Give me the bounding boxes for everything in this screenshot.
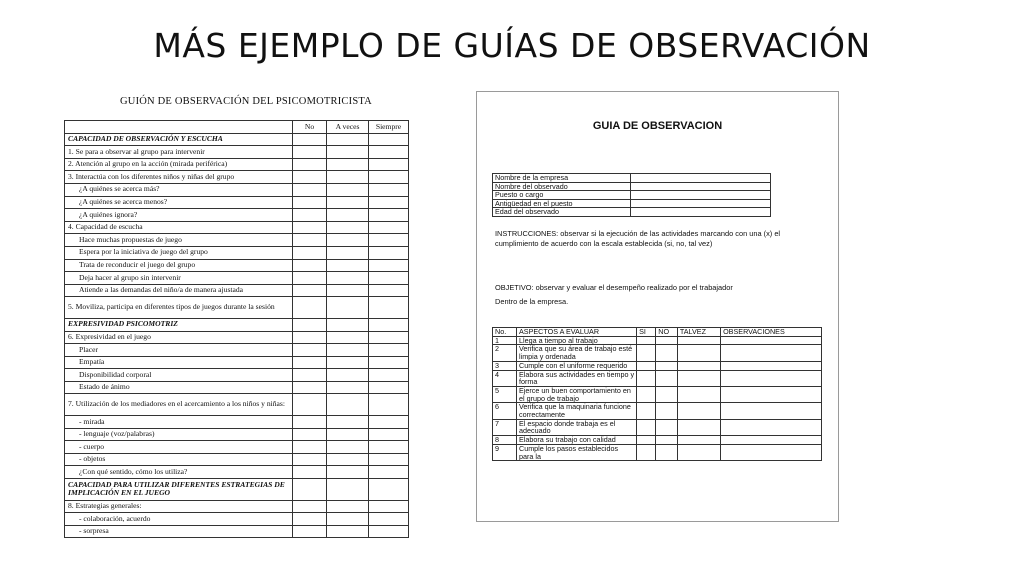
left-doc-title: GUIÓN DE OBSERVACIÓN DEL PSICOMOTRICISTA — [120, 96, 372, 107]
check-cell — [721, 370, 822, 386]
check-cell — [369, 146, 409, 159]
check-cell — [327, 221, 369, 234]
check-cell — [369, 171, 409, 184]
table-row — [65, 171, 409, 184]
sub-item-label: - colaboración, acuerdo — [65, 513, 293, 526]
info-value-cell — [631, 182, 771, 191]
table-row — [65, 441, 409, 454]
check-cell — [369, 297, 409, 319]
check-cell — [677, 345, 720, 361]
check-cell — [369, 133, 409, 146]
aspect-label: Verifica que su área de trabajo esté limpia y ordenada — [517, 345, 637, 361]
check-cell — [327, 479, 369, 501]
check-cell — [327, 466, 369, 479]
check-cell — [656, 403, 678, 419]
aspect-label: Llega a tiempo al trabajo — [517, 336, 637, 345]
check-cell — [656, 444, 678, 460]
table-row — [65, 416, 409, 429]
table-row — [65, 234, 409, 247]
check-cell — [369, 369, 409, 382]
check-cell — [293, 133, 327, 146]
check-cell — [293, 318, 327, 331]
section-heading: CAPACIDAD PARA UTILIZAR DIFERENTES ESTRATEGIAS DE IMPLICACIÓN EN EL JUEGO — [65, 479, 293, 501]
sub-item-label: Estado de ánimo — [65, 381, 293, 394]
item-label: 4. Capacidad de escucha — [65, 221, 293, 234]
check-cell — [677, 361, 720, 370]
check-cell — [293, 525, 327, 538]
sub-item-label: Placer — [65, 344, 293, 357]
check-cell — [677, 444, 720, 460]
check-cell — [369, 259, 409, 272]
check-cell — [656, 370, 678, 386]
check-cell — [293, 416, 327, 429]
table-row — [493, 361, 822, 370]
info-table — [492, 173, 771, 217]
table-row — [493, 444, 822, 460]
check-cell — [369, 272, 409, 285]
sub-item-label: Empatía — [65, 356, 293, 369]
column-header: Siempre — [369, 121, 409, 134]
check-cell — [327, 318, 369, 331]
check-cell — [293, 196, 327, 209]
check-cell — [327, 525, 369, 538]
check-cell — [369, 500, 409, 513]
table-row — [65, 356, 409, 369]
check-cell — [293, 441, 327, 454]
table-row — [65, 246, 409, 259]
check-cell — [369, 221, 409, 234]
check-cell — [293, 479, 327, 501]
check-cell — [637, 361, 656, 370]
check-cell — [293, 356, 327, 369]
table-row — [65, 158, 409, 171]
check-cell — [637, 444, 656, 460]
aspect-label: Ejerce un buen comportamiento en el grupo de trabajo — [517, 386, 637, 402]
check-cell — [293, 369, 327, 382]
table-row — [493, 403, 822, 419]
check-cell — [721, 386, 822, 402]
sub-item-label: Deja hacer al grupo sin intervenir — [65, 272, 293, 285]
check-cell — [293, 466, 327, 479]
sub-item-label: Disponibilidad corporal — [65, 369, 293, 382]
column-header: ASPECTOS A EVALUAR — [517, 328, 637, 337]
check-cell — [293, 221, 327, 234]
row-number: 1 — [493, 336, 517, 345]
check-cell — [369, 416, 409, 429]
objective-text: OBJETIVO: observar y evaluar el desempeño realizado por el trabajador — [495, 283, 733, 292]
table-row — [493, 419, 822, 435]
check-cell — [369, 196, 409, 209]
table-row — [65, 479, 409, 501]
check-cell — [327, 133, 369, 146]
column-header: SI — [637, 328, 656, 337]
row-number: 6 — [493, 403, 517, 419]
check-cell — [369, 356, 409, 369]
check-cell — [369, 331, 409, 344]
check-cell — [369, 318, 409, 331]
check-cell — [677, 370, 720, 386]
table-row — [65, 453, 409, 466]
check-cell — [327, 369, 369, 382]
check-cell — [293, 344, 327, 357]
left-table-header-row — [65, 121, 409, 134]
evaluation-header-row — [493, 328, 822, 337]
table-row — [65, 331, 409, 344]
check-cell — [656, 361, 678, 370]
check-cell — [369, 344, 409, 357]
check-cell — [293, 331, 327, 344]
item-label: 1. Se para a observar al grupo para intervenir — [65, 146, 293, 159]
check-cell — [293, 428, 327, 441]
check-cell — [369, 284, 409, 297]
check-cell — [721, 419, 822, 435]
check-cell — [721, 436, 822, 445]
check-cell — [327, 297, 369, 319]
check-cell — [327, 158, 369, 171]
check-cell — [677, 336, 720, 345]
section-heading: EXPRESIVIDAD PSICOMOTRIZ — [65, 318, 293, 331]
table-row — [65, 394, 409, 416]
check-cell — [327, 381, 369, 394]
table-row — [65, 428, 409, 441]
check-cell — [369, 479, 409, 501]
info-value-cell — [631, 208, 771, 217]
aspect-label: El espacio donde trabaja es el adecuado — [517, 419, 637, 435]
info-row — [493, 191, 771, 200]
check-cell — [369, 428, 409, 441]
inside-company-text: Dentro de la empresa. — [495, 297, 569, 306]
sub-item-label: ¿A quiénes se acerca menos? — [65, 196, 293, 209]
info-value-cell — [631, 174, 771, 183]
check-cell — [721, 403, 822, 419]
info-label: Edad del observado — [493, 208, 631, 217]
row-number: 7 — [493, 419, 517, 435]
item-label: 2. Atención al grupo en la acción (mirada periférica) — [65, 158, 293, 171]
aspect-label: Elabora sus actividades en tiempo y forma — [517, 370, 637, 386]
aspect-label: Verifica que la maquinaria funcione correctamente — [517, 403, 637, 419]
check-cell — [327, 146, 369, 159]
info-row — [493, 199, 771, 208]
item-label: 6. Expresividad en el juego — [65, 331, 293, 344]
row-number: 3 — [493, 361, 517, 370]
check-cell — [369, 466, 409, 479]
column-header: NO — [656, 328, 678, 337]
check-cell — [293, 158, 327, 171]
check-cell — [721, 345, 822, 361]
evaluation-table — [492, 327, 822, 461]
item-label: 5. Moviliza, participa en diferentes tipos de juegos durante la sesión — [65, 297, 293, 319]
column-header: No. — [493, 328, 517, 337]
table-row — [65, 133, 409, 146]
left-observation-table — [64, 120, 409, 538]
table-row — [65, 344, 409, 357]
info-row — [493, 182, 771, 191]
column-header: OBSERVACIONES — [721, 328, 822, 337]
header-blank-cell — [65, 121, 293, 134]
check-cell — [327, 209, 369, 222]
check-cell — [327, 183, 369, 196]
table-row — [65, 466, 409, 479]
check-cell — [327, 272, 369, 285]
check-cell — [369, 525, 409, 538]
table-row — [65, 381, 409, 394]
check-cell — [637, 345, 656, 361]
check-cell — [327, 234, 369, 247]
check-cell — [369, 381, 409, 394]
check-cell — [327, 500, 369, 513]
check-cell — [656, 419, 678, 435]
check-cell — [369, 394, 409, 416]
table-row — [65, 259, 409, 272]
check-cell — [327, 196, 369, 209]
column-header: A veces — [327, 121, 369, 134]
row-number: 9 — [493, 444, 517, 460]
sub-item-label: - cuerpo — [65, 441, 293, 454]
check-cell — [293, 272, 327, 285]
table-row — [493, 345, 822, 361]
check-cell — [721, 361, 822, 370]
row-number: 8 — [493, 436, 517, 445]
sub-item-label: - objetos — [65, 453, 293, 466]
table-row — [65, 513, 409, 526]
column-header: TALVEZ — [677, 328, 720, 337]
guia-de-observacion-doc — [476, 91, 839, 522]
column-header: No — [293, 121, 327, 134]
check-cell — [327, 246, 369, 259]
table-row — [65, 525, 409, 538]
table-row — [493, 386, 822, 402]
check-cell — [369, 246, 409, 259]
info-value-cell — [631, 191, 771, 200]
table-row — [65, 183, 409, 196]
check-cell — [293, 171, 327, 184]
check-cell — [637, 336, 656, 345]
check-cell — [721, 336, 822, 345]
check-cell — [369, 453, 409, 466]
row-number: 2 — [493, 345, 517, 361]
sub-item-label: Atiende a las demandas del niño/a de manera ajustada — [65, 284, 293, 297]
check-cell — [369, 183, 409, 196]
table-row — [65, 369, 409, 382]
check-cell — [293, 234, 327, 247]
sub-item-label: Espera por la iniciativa de juego del grupo — [65, 246, 293, 259]
check-cell — [327, 428, 369, 441]
aspect-label: Elabora su trabajo con calidad — [517, 436, 637, 445]
item-label: 7. Utilización de los mediadores en el acercamiento a los niños y niñas: — [65, 394, 293, 416]
slide-title: MÁS EJEMPLO DE GUÍAS DE OBSERVACIÓN — [153, 26, 871, 65]
check-cell — [677, 403, 720, 419]
table-row — [65, 146, 409, 159]
check-cell — [293, 246, 327, 259]
table-row — [493, 336, 822, 345]
sub-item-label: - lenguaje (voz/palabras) — [65, 428, 293, 441]
check-cell — [656, 336, 678, 345]
check-cell — [637, 419, 656, 435]
check-cell — [327, 259, 369, 272]
check-cell — [327, 513, 369, 526]
info-label: Nombre del observado — [493, 182, 631, 191]
check-cell — [369, 234, 409, 247]
section-heading: CAPACIDAD DE OBSERVACIÓN Y ESCUCHA — [65, 133, 293, 146]
item-label: 8. Estrategias generales: — [65, 500, 293, 513]
row-number: 4 — [493, 370, 517, 386]
check-cell — [327, 453, 369, 466]
table-row — [65, 284, 409, 297]
check-cell — [327, 356, 369, 369]
item-label: 3. Interactúa con los diferentes niños y niñas del grupo — [65, 171, 293, 184]
info-value-cell — [631, 199, 771, 208]
check-cell — [721, 444, 822, 460]
check-cell — [369, 209, 409, 222]
psicomotricista-observation-guide — [64, 92, 410, 536]
check-cell — [293, 209, 327, 222]
table-row — [65, 196, 409, 209]
check-cell — [637, 403, 656, 419]
check-cell — [677, 386, 720, 402]
check-cell — [637, 386, 656, 402]
table-row — [493, 436, 822, 445]
aspect-label: Cumple con el uniforme requerido — [517, 361, 637, 370]
info-label: Antigüedad en el puesto — [493, 199, 631, 208]
check-cell — [293, 381, 327, 394]
info-row — [493, 174, 771, 183]
check-cell — [677, 436, 720, 445]
table-row — [65, 221, 409, 234]
sub-item-label: Hace muchas propuestas de juego — [65, 234, 293, 247]
check-cell — [327, 331, 369, 344]
row-number: 5 — [493, 386, 517, 402]
check-cell — [293, 297, 327, 319]
check-cell — [369, 158, 409, 171]
check-cell — [293, 146, 327, 159]
check-cell — [293, 394, 327, 416]
check-cell — [656, 386, 678, 402]
sub-item-label: - mirada — [65, 416, 293, 429]
sub-item-label: - sorpresa — [65, 525, 293, 538]
check-cell — [327, 344, 369, 357]
table-row — [65, 209, 409, 222]
right-doc-title: GUIA DE OBSERVACION — [592, 120, 723, 132]
instructions-text: INSTRUCCIONES: observar si la ejecución de las actividades marcando con una (x) el cumplimiento de acuerdo con la escala establecida (si, no, tal vez) — [495, 229, 781, 248]
check-cell — [656, 345, 678, 361]
table-row — [493, 370, 822, 386]
check-cell — [293, 500, 327, 513]
check-cell — [293, 453, 327, 466]
table-row — [65, 318, 409, 331]
info-label: Puesto o cargo — [493, 191, 631, 200]
check-cell — [327, 394, 369, 416]
check-cell — [369, 441, 409, 454]
sub-item-label: ¿A quiénes se acerca más? — [65, 183, 293, 196]
check-cell — [656, 436, 678, 445]
aspect-label: Cumple los pasos establecidos para la — [517, 444, 637, 460]
check-cell — [637, 436, 656, 445]
sub-item-label: ¿Con qué sentido, cómo los utiliza? — [65, 466, 293, 479]
check-cell — [293, 513, 327, 526]
info-row — [493, 208, 771, 217]
check-cell — [327, 416, 369, 429]
check-cell — [327, 441, 369, 454]
info-label: Nombre de la empresa — [493, 174, 631, 183]
table-row — [65, 297, 409, 319]
check-cell — [677, 419, 720, 435]
check-cell — [293, 259, 327, 272]
check-cell — [637, 370, 656, 386]
check-cell — [293, 183, 327, 196]
check-cell — [327, 171, 369, 184]
check-cell — [327, 284, 369, 297]
check-cell — [369, 513, 409, 526]
table-row — [65, 500, 409, 513]
sub-item-label: ¿A quiénes ignora? — [65, 209, 293, 222]
sub-item-label: Trata de reconducir el juego del grupo — [65, 259, 293, 272]
check-cell — [293, 284, 327, 297]
table-row — [65, 272, 409, 285]
